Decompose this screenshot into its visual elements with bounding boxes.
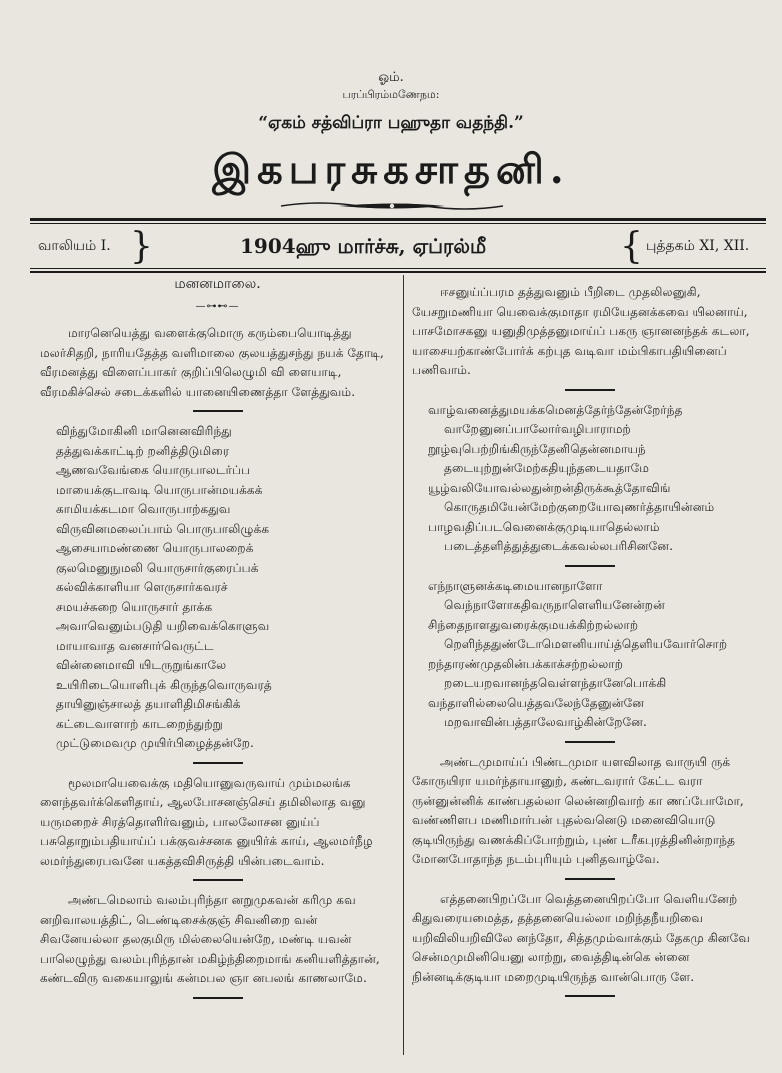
volume-label: வாலியம் I.: [38, 238, 111, 254]
paragraph: ஈசனுய்ப்பரம தத்துவனும் பீறிடை முதலிலனுகி, யேசறுமணியா யெவைக்குமாதா ரமியேதனக்கவை யிலனாய், பாசமோசகனு யனுதிமுத்தனுமாய்ப் பகரு ஞானனந்தக் கடலா, யாசையற்காண்போர்க் கற்புத வடிவா மம்பிகாபதியினைப் பணிவாம்.: [412, 285, 750, 377]
invocation-line: பரப்பிரம்மணேநம:: [342, 88, 440, 101]
paragraph: மூலமாயெவைக்கு மதியொனுவருவாய் மும்மலங்க ளைந்தவர்க்கெளிதாய், ஆலபோசனஞ்செய் தமிலிலாத வனு யருமறைச் சிரத்தொளிர்வனும், பாலலோசன னுய்ப் பசுதொறும்பதியாய்ப் பக்குவச்சனக னுயிர்க் காய், ஆலமர்நீழ லமர்ந்துரைபவனே யகத்தவிசிருத்தி யின்படைவாம்.: [40, 775, 373, 868]
section-divider: [193, 997, 243, 999]
section-divider: [193, 762, 243, 764]
column-separator: [403, 275, 404, 1055]
section-divider: [565, 995, 615, 997]
om-symbol: ஓம்.: [378, 70, 404, 85]
paragraph: அண்டமெலாம் வலம்புரிந்தா னறுமுகவன் கரிமு கவ னறிவாலயத்திட், டெண்டிசைக்குஞ் சிவனிறை வன் சிவனேயல்லா தலகுமிரு மில்லையென்றே, மண்டி யவன் பாலெழுந்து வலம்புரிந்தான் மகிழ்ந்திறைமாங் கனியளித்தான், கண்டவிரு வகையாலுங் கன்மபல ஞா னபலங் காணலாமே.: [40, 893, 380, 985]
verse-block: [56, 422, 395, 754]
verse-line: படைத்தளித்துத்துடைக்கவல்லபரிசினனே.: [444, 539, 673, 553]
verse-block: [428, 577, 767, 733]
right-column: [412, 283, 767, 1007]
masthead-title: இகபரசுகசாதனி.: [212, 146, 570, 193]
verse-line: றூழ்வுபெற்றிங்கிருந்தேனிதென்னமாயந்: [428, 441, 646, 456]
verse-line: அவாவெனும்படுதி யறிவைக்கொளுவ: [56, 619, 270, 633]
top-rule: [30, 218, 766, 221]
section-divider: [193, 879, 243, 881]
verse-line: றடையறவானந்தவெள்ளந்தானேபொக்கி: [444, 676, 667, 690]
brace-right: {: [620, 226, 643, 267]
verse-line: ஆணவவேங்கை யொருபாலடர்ப்ப: [56, 463, 251, 477]
section-divider: [565, 389, 615, 391]
section-divider: [565, 741, 615, 743]
motto: “ஏகம் சத்விப்ரா பஹுதா வதந்தி.”: [258, 113, 524, 133]
book-number: புத்தகம் XI, XII.: [646, 238, 750, 254]
verse-block: [428, 401, 767, 557]
verse-line: விந்துமோகினி மானெனவிரிந்து: [56, 424, 232, 438]
section-title: மனனமாலை.: [174, 276, 261, 292]
verse-line: வந்தாளில்லையெத்தவலேந்தேனுன்னே: [428, 695, 645, 710]
paragraph: அண்டமுமாய்ப் பிண்டமுமா யளவிலாத வாருயி ருக் கோருயிரா யமர்ந்தாயானுற், கண்டவரார் கேட்ட வரா ருன்னுன்னிக் காண்பதல்லா லென்னறிவாற் கா ணப்போமோ, வண்ணிளப மணிமார்பன் புதல்வனெடு மனைவியொடு குடியிருந்து வணக்கிப்போற்றும், புண் டரீகபுரத்தினின்றாந்த மோனபோதாந்த நடம்புரியும் புனிதவாழ்வே.: [412, 754, 744, 866]
verse-line: வின்னைமாவி யிடருறுங்காலே: [56, 658, 227, 672]
verse-line: றந்தாரண்முதலின்பக்காக்சற்றல்லாற்: [428, 656, 623, 671]
verse-line: வெந்நாளோகதிவருநாளெளியனேன்றன்: [444, 598, 665, 612]
verse-line: முட்டுமைவமு முயிர்பிழைத்தன்றே.: [56, 736, 254, 750]
verse-line: குலமெனுநுமலி யொருசார்குரைப்பக்: [56, 560, 259, 575]
verse-line: மாயைக்குடாவடி யொருபான்மயக்கக்: [56, 482, 263, 497]
verse-line: மாயாவாத வனசார்வெருட்ட: [56, 638, 214, 653]
section-divider: [565, 878, 615, 880]
left-column: [40, 275, 395, 1009]
title-flourish: —⊶⊷—: [195, 300, 240, 312]
verse-line: கல்விக்காளியா ளெருசார்கவரச்: [56, 580, 228, 594]
verse-line: வாறேனுனப்பாலோர்வழிபாராமற்: [444, 422, 631, 436]
verse-line: ஆசையாமண்ணை யொருபாலறைக்: [56, 541, 254, 555]
verse-line: எந்நாளுனக்கடிமையானநாளோ: [428, 578, 603, 593]
verse-line: உயிரிடையொளிபுக் கிருந்தவொருவரத்: [56, 677, 272, 692]
issue-date: 1904ஹு மார்ச்சு, ஏப்ரல்மீ: [240, 234, 487, 258]
verse-line: யூழ்வலியோவல்லதுன்றன்திருக்கூத்தோவிங்: [428, 480, 671, 495]
verse-line: வாழ்வனைத்துமயக்கமெனத்தேர்ந்தேன்றேர்ந்த: [428, 402, 683, 417]
verse-line: மறவாவின்பத்தாலேவாழ்கின்றேனே.: [444, 715, 647, 729]
issue-info-row: [30, 228, 766, 268]
verse-line: பாழவதிப்படவெனைக்குமுடியாதெல்லாம்: [428, 519, 660, 534]
verse-line: தடையுற்றுன்மேற்கதியுந்தடையதாமே: [444, 461, 650, 475]
verse-line: தத்துவக்காட்டிற் றனித்திடுமிரை: [56, 443, 230, 458]
verse-line: கொருதமியேன்மேற்குறையோவுணர்த்தாயின்னம்: [444, 500, 715, 514]
verse-line: றெளிந்ததுண்டோமௌனியாய்த்தெளியவோர்சொற்: [444, 637, 728, 651]
verse-line: சமயச்சுறை யொருசார் தாக்க: [56, 599, 213, 614]
verse-line: கட்டைவாளாற் காடறைந்துற்று: [56, 716, 223, 731]
rule-thin: [30, 268, 766, 269]
verse-line: விருவினமலைப்பாம் பொருபாலிழுக்க: [56, 521, 270, 536]
verse-line: தாயினுஞ்சாலத் தயாளிதிமிசங்கிக்: [56, 697, 241, 711]
verse-line: சிந்தைநாளதுவரைக்குமயக்கிற்றல்லாற்: [428, 617, 639, 632]
rule-thick: [30, 271, 766, 273]
ornament-divider: [279, 200, 505, 212]
intro-paragraph: மாரனெயெத்து வளைக்குமொரு கரும்பையொடித்து மலர்சிதறி, நாரியதேத்த வளிமாலை குலயத்துசந்து நயக் தோடி, வீரமனத்து விளைப்பாகர் குறிப்பிலெழுமி வி ளையாடி, வீரமகிச்செல் சடைக்களில் யானையிணைத்தா ளேத்துவம்.: [40, 326, 384, 399]
brace-left: }: [130, 226, 153, 267]
section-divider: [565, 565, 615, 567]
section-divider: [193, 410, 243, 412]
top-rule-thin: [30, 223, 766, 224]
paragraph: எத்தனைபிறப்போ வெத்தனையிறப்போ வெளியனேற் கிதுவரையமைத்த, தத்தனையெல்லா மறிந்தநீயறிவை யறிவிலியறிவிலே னந்தோ, சித்தமும்வாக்கும் தேகமு கினவே சென்மமுமினியெனு லாற்று, வைத்திடின்கெ ன்னை நின்னடிக்குடியா மறைமுடியிருந்த வான்பொரு ளே.: [412, 891, 750, 984]
verse-line: காமியக்கடமா வொருபாற்கதுவ: [56, 502, 231, 516]
